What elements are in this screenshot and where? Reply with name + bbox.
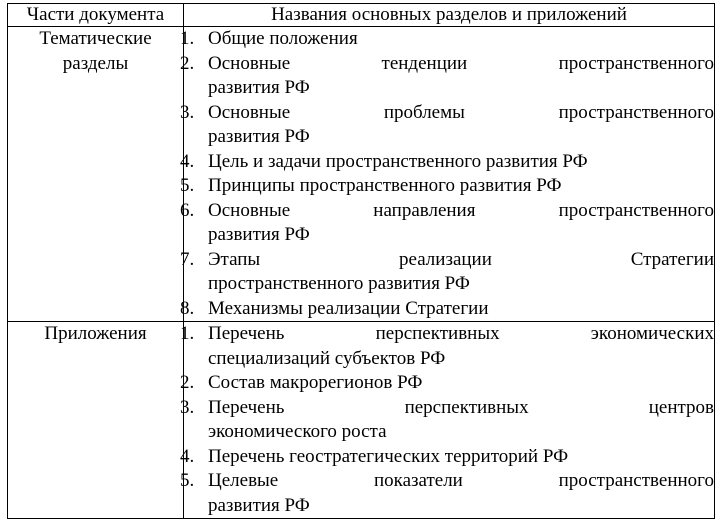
list-item-number: 1. [180, 323, 195, 344]
section-list-cell [180, 322, 715, 519]
list-item-line [208, 272, 714, 297]
list-item [180, 469, 714, 518]
list-item [180, 174, 714, 199]
part-name-line: разделы [62, 52, 129, 74]
list-item-line [208, 420, 714, 445]
list-item-text: Общие положения [208, 28, 358, 49]
list-item-number: 3. [180, 396, 195, 418]
list-item-line [208, 297, 714, 322]
list-item-text: Перечень [208, 396, 285, 418]
list-item-line [208, 199, 714, 224]
list-item-line [208, 347, 714, 372]
list-item-number: 6. [180, 199, 195, 221]
list-item-text: Этапы [208, 248, 261, 270]
part-name-line: Тематические [39, 28, 152, 49]
list-item-text: пространственного развития РФ [208, 273, 470, 294]
strategy-structure-table [7, 3, 715, 519]
list-item-number: 4. [180, 445, 195, 467]
list-item [180, 396, 714, 445]
list-item [180, 199, 714, 248]
list-item-text: экономических [590, 323, 714, 344]
list-item-text: реализации [399, 248, 492, 270]
list-item-text: перспективных [375, 323, 500, 344]
list-item-text: показатели [373, 470, 463, 491]
list-item-text: развития РФ [208, 224, 310, 245]
list-item-text: развития РФ [208, 126, 310, 147]
list-item-line [208, 371, 714, 396]
header-sections: Названия основных разделов и приложений [184, 4, 715, 27]
list-item-text: тенденции [381, 52, 468, 74]
list-item-text: Основные [208, 199, 291, 221]
list-item-text: центров [648, 396, 714, 418]
list-item-number: 5. [180, 175, 195, 196]
list-item-text: Перечень [208, 323, 285, 344]
list-item-line [208, 101, 714, 126]
list-item [180, 297, 714, 322]
list-item-line [208, 396, 714, 421]
part-name-cell [8, 322, 184, 519]
header-parts: Части документа [8, 4, 184, 27]
list-item-line [208, 174, 714, 199]
list-item [180, 150, 714, 175]
list-item-text: Перечень геостратегических территорий РФ [208, 445, 569, 467]
list-item-number: 2. [180, 372, 195, 393]
list-item-line [208, 223, 714, 248]
list-item [180, 322, 714, 371]
list-item-text: специализаций субъектов РФ [208, 347, 446, 369]
list-item-line [208, 322, 714, 347]
list-item-line [208, 494, 714, 519]
section-list [180, 27, 714, 321]
list-item [180, 101, 714, 150]
list-item-text: экономического роста [208, 421, 387, 442]
table-header-row [8, 4, 715, 27]
list-item-text: развития РФ [208, 77, 310, 98]
list-item-line [208, 76, 714, 101]
list-item-line [208, 27, 714, 52]
list-item-number: 4. [180, 150, 195, 172]
list-item-text: Цель и задачи пространственного развития РФ [208, 150, 588, 172]
list-item-number: 1. [180, 28, 195, 49]
list-item-text: направления [373, 199, 476, 221]
list-item-text: развития РФ [208, 494, 310, 516]
table-row [8, 322, 715, 519]
list-item-line [208, 445, 714, 470]
list-item [180, 52, 714, 101]
list-item-text: Состав макрорегионов РФ [208, 372, 423, 393]
list-item-line [208, 52, 714, 77]
list-item-text: Стратегии [630, 248, 714, 270]
section-list [180, 322, 714, 518]
list-item [180, 445, 714, 470]
list-item-line [208, 469, 714, 494]
list-item-number: 2. [180, 52, 195, 74]
part-name-cell [8, 27, 184, 322]
list-item-number: 3. [180, 101, 195, 123]
list-item-number: 8. [180, 297, 195, 319]
list-item-text: пространственного [558, 199, 714, 221]
list-item-text: пространственного [558, 52, 714, 74]
section-list-cell [180, 27, 715, 322]
table-body [8, 27, 715, 519]
list-item-text: пространственного [558, 101, 714, 123]
list-item-text: Принципы пространственного развития РФ [208, 175, 562, 196]
list-item-text: Основные [208, 101, 291, 123]
part-name-line: Приложения [44, 323, 147, 344]
list-item-line [208, 248, 714, 273]
list-item [180, 27, 714, 52]
list-item [180, 371, 714, 396]
list-item-text: Механизмы реализации Стратегии [208, 297, 489, 319]
list-item-line [208, 150, 714, 175]
table-row [8, 27, 715, 322]
list-item-text: пространственного [558, 470, 714, 491]
list-item-line [208, 125, 714, 150]
list-item-text: проблемы [383, 101, 465, 123]
list-item-number: 5. [180, 470, 195, 491]
list-item-number: 7. [180, 248, 195, 270]
list-item-text: Целевые [208, 470, 279, 491]
list-item [180, 248, 714, 297]
list-item-text: Основные [208, 52, 291, 74]
list-item-text: перспективных [404, 396, 529, 418]
